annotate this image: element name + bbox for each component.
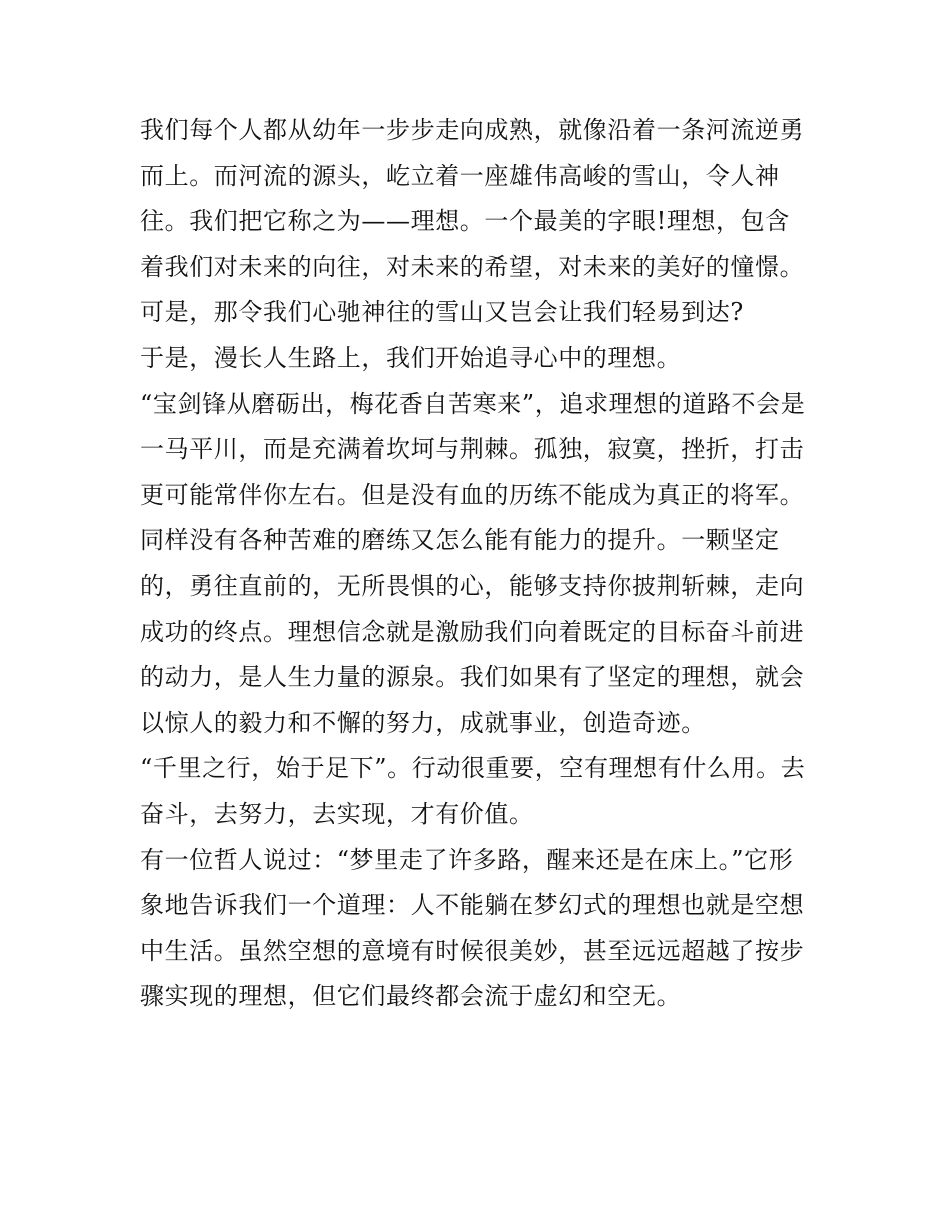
text-line: 象地告诉我们一个道理：人不能躺在梦幻式的理想也就是空想 xyxy=(140,891,805,920)
text-line: 以惊人的毅力和不懈的努力，成就事业，创造奇迹。 xyxy=(140,708,706,737)
text-line: 于是，漫长人生路上，我们开始追寻心中的理想。 xyxy=(140,343,682,372)
text-line: 同样没有各种苦难的磨练又怎么能有能力的提升。一颗坚定 xyxy=(140,526,780,555)
text-line: 更可能常伴你左右。但是没有血的历练不能成为真正的将军。 xyxy=(140,480,805,509)
text-line: 着我们对未来的向往，对未来的希望，对未来的美好的憧憬。 xyxy=(140,252,805,281)
text-line: 的动力，是人生力量的源泉。我们如果有了坚定的理想，就会 xyxy=(140,663,805,692)
text-line: 我们每个人都从幼年一步步走向成熟，就像沿着一条河流逆勇 xyxy=(140,116,805,144)
text-line: 而上。而河流的源头，屹立着一座雄伟高峻的雪山，令人神 xyxy=(140,161,780,190)
text-line: 往。我们把它称之为——理想。一个最美的字眼!理想，包含 xyxy=(140,207,790,236)
essay-body xyxy=(140,108,820,1020)
text-line: 骤实现的理想，但它们最终都会流于虚幻和空无。 xyxy=(140,982,682,1011)
text-line: “宝剑锋从磨砺出，梅花香自苦寒来”，追求理想的道路不会是 xyxy=(140,389,806,418)
text-line: 中生活。虽然空想的意境有时候很美妙，甚至远远超越了按步 xyxy=(140,936,805,965)
text-line: 的，勇往直前的，无所畏惧的心，能够支持你披荆斩棘，走向 xyxy=(140,571,805,600)
text-line: 有一位哲人说过：“梦里走了许多路，醒来还是在床上。”它形 xyxy=(140,845,794,874)
text-line: 可是，那令我们心驰神往的雪山又岂会让我们轻易到达? xyxy=(140,298,744,327)
text-line: 一马平川，而是充满着坎坷与荆棘。孤独，寂寞，挫折，打击 xyxy=(140,435,805,464)
text-line: “千里之行，始于足下”。行动很重要，空有理想有什么用。去 xyxy=(140,754,806,783)
text-line: 奋斗，去努力，去实现，才有价值。 xyxy=(140,799,534,828)
text-line: 成功的终点。理想信念就是激励我们向着既定的目标奋斗前进 xyxy=(140,617,805,646)
